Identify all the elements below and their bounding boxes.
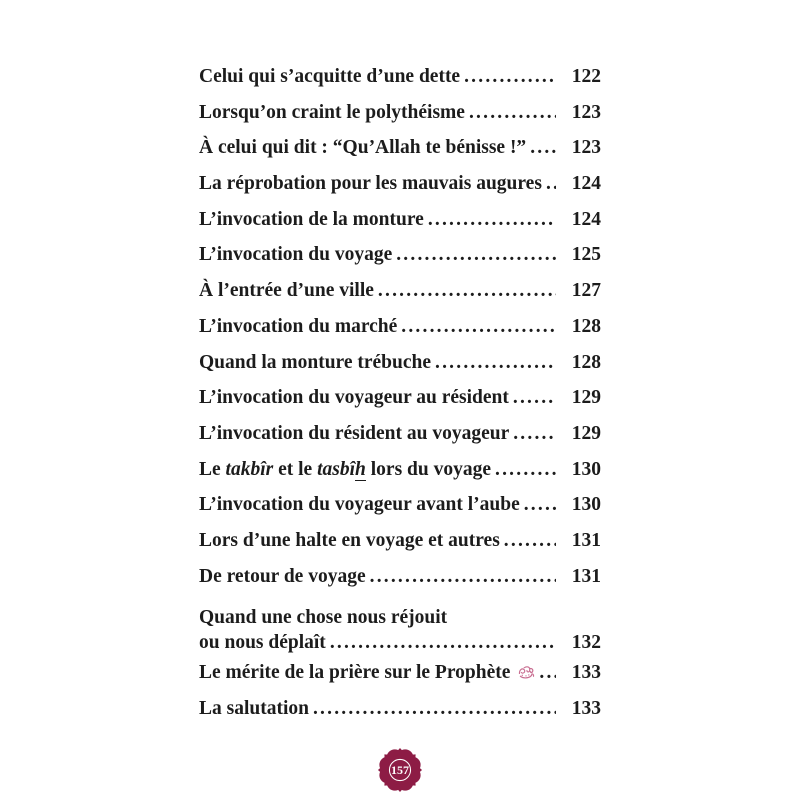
toc-entry bbox=[199, 237, 601, 273]
toc-entry bbox=[199, 95, 601, 131]
translit-tasbih: tasbî bbox=[317, 458, 356, 480]
toc-leader-dots bbox=[435, 345, 556, 381]
toc-leader-dots bbox=[330, 630, 556, 655]
title-text: Le mérite de la prière sur le Prophète bbox=[199, 662, 511, 684]
toc-leader-dots bbox=[513, 380, 556, 416]
rosette-seal-icon bbox=[377, 747, 423, 793]
toc-entry-page: 133 bbox=[571, 697, 601, 719]
toc-entry-title-line1: Quand une chose nous réjouit bbox=[199, 606, 448, 628]
toc-entry-title: La salutation bbox=[199, 697, 309, 719]
toc-leader-dots bbox=[524, 487, 556, 523]
toc-entry-title: L’invocation du voyage bbox=[199, 244, 393, 266]
toc-entry-page: 132 bbox=[571, 631, 601, 653]
toc-entry bbox=[199, 166, 601, 202]
toc-leader-dots bbox=[370, 559, 556, 595]
toc-entry-page: 128 bbox=[571, 315, 601, 337]
toc-entry-title: À celui qui dit : “Qu’Allah te bénisse !” bbox=[199, 137, 527, 159]
toc-entry-title bbox=[199, 655, 535, 691]
toc-entry-page: 130 bbox=[571, 494, 601, 516]
title-text: et le bbox=[273, 458, 318, 480]
toc-leader-dots bbox=[428, 202, 556, 238]
toc-entry-title: La réprobation pour les mauvais augures bbox=[199, 173, 542, 195]
toc-entry bbox=[199, 523, 601, 559]
toc-entry-page: 124 bbox=[571, 208, 601, 230]
toc-entry bbox=[199, 691, 601, 727]
toc-leader-dots bbox=[539, 655, 556, 691]
toc-leader-dots bbox=[313, 691, 556, 727]
toc-entry bbox=[199, 559, 601, 595]
toc-entry-title-line2: ou nous déplaît bbox=[199, 631, 326, 653]
toc-entry-page: 131 bbox=[571, 529, 601, 551]
toc-entry bbox=[199, 59, 601, 95]
toc-entry-page: 125 bbox=[571, 244, 601, 266]
toc-entry bbox=[199, 416, 601, 452]
toc-entry-title: Quand la monture trébuche bbox=[199, 351, 432, 373]
toc-entry bbox=[199, 273, 601, 309]
toc-leader-dots bbox=[504, 523, 556, 559]
toc-entry-page: 129 bbox=[571, 387, 601, 409]
toc-entry-page: 124 bbox=[571, 173, 601, 195]
toc-entry bbox=[199, 130, 601, 166]
toc-entry bbox=[199, 345, 601, 381]
toc-entry-page: 130 bbox=[571, 458, 601, 480]
toc-entry bbox=[199, 452, 601, 488]
toc-entry bbox=[199, 380, 601, 416]
toc-leader-dots bbox=[530, 130, 556, 166]
toc-leader-dots bbox=[513, 416, 556, 452]
toc-entry-page: 128 bbox=[571, 351, 601, 373]
toc-entry-title: À l’entrée d’une ville bbox=[199, 280, 374, 302]
toc-entry-title: L’invocation du voyageur avant l’aube bbox=[199, 494, 520, 516]
toc-entry-title: Celui qui s’acquitte d’une dette bbox=[199, 66, 461, 87]
toc-leader-dots bbox=[378, 273, 556, 309]
toc-entry-page: 122 bbox=[571, 66, 601, 87]
toc-entry-title bbox=[199, 452, 491, 488]
toc-entry-title: L’invocation du marché bbox=[199, 315, 398, 337]
toc-entry-page: 127 bbox=[571, 280, 601, 302]
toc-entry-title: L’invocation du voyageur au résident bbox=[199, 387, 509, 409]
toc-entry-page: 123 bbox=[571, 137, 601, 159]
toc-leader-dots bbox=[469, 95, 556, 131]
toc-entry-page: 123 bbox=[571, 101, 601, 123]
toc-leader-dots bbox=[396, 237, 556, 273]
toc-entry bbox=[199, 487, 601, 523]
toc-entry-page: 129 bbox=[571, 422, 601, 444]
page-number-badge bbox=[0, 747, 800, 793]
toc-entry bbox=[199, 309, 601, 345]
toc-entry-title: Lorsqu’on craint le polythéisme bbox=[199, 101, 465, 123]
translit-tasbih-h-underlined: h bbox=[355, 458, 366, 480]
title-text: Le bbox=[199, 458, 226, 480]
badge-page-number: 157 bbox=[391, 763, 409, 778]
toc-entry bbox=[199, 202, 601, 238]
toc-entry-title: L’invocation de la monture bbox=[199, 208, 424, 230]
toc-leader-dots bbox=[464, 59, 556, 95]
toc-entry bbox=[199, 655, 601, 691]
table-of-contents bbox=[199, 0, 601, 726]
toc-leader-dots bbox=[495, 452, 556, 488]
toc-leader-dots bbox=[401, 309, 556, 345]
translit-takbir: takbîr bbox=[225, 458, 274, 480]
toc-leader-dots bbox=[546, 166, 556, 202]
prophet-saw-calligraphy-icon bbox=[517, 665, 535, 680]
toc-entry-title: L’invocation du résident au voyageur bbox=[199, 422, 510, 444]
toc-entry-page: 133 bbox=[571, 662, 601, 684]
toc-entry-title: Lors d’une halte en voyage et autres bbox=[199, 529, 500, 551]
toc-entry-two-lines bbox=[199, 594, 601, 655]
toc-entry-title: De retour de voyage bbox=[199, 565, 366, 587]
toc-entry-page: 131 bbox=[571, 565, 601, 587]
title-text: lors du voyage bbox=[365, 458, 492, 480]
